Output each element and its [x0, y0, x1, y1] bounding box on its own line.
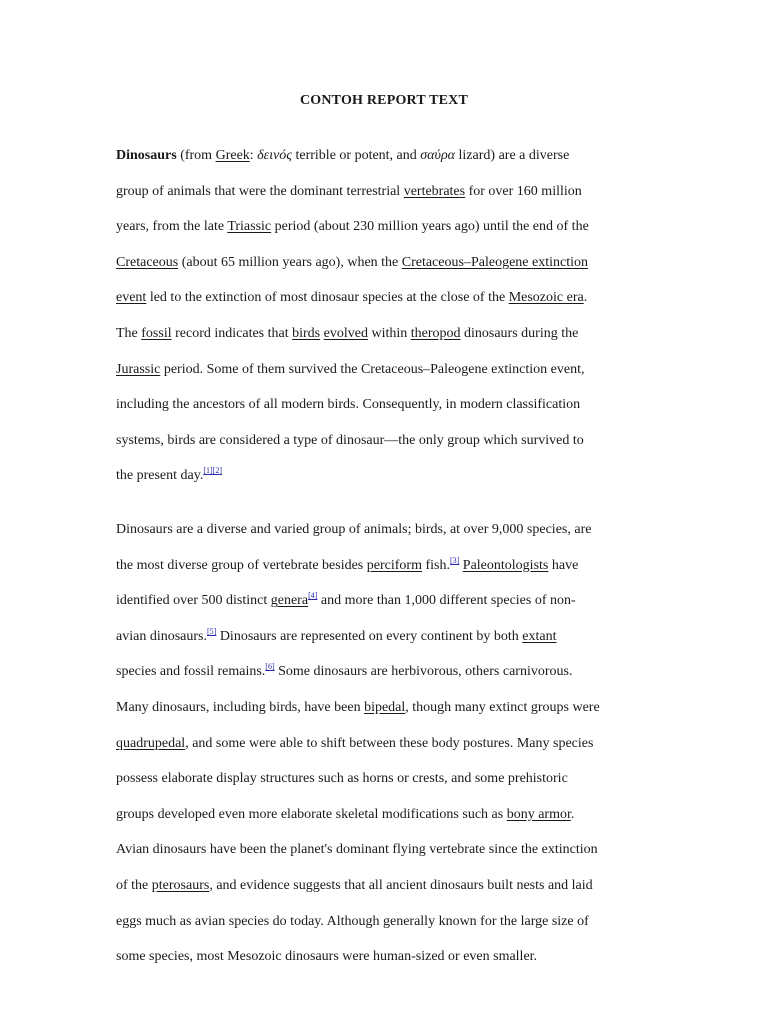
text-segment: . [570, 806, 575, 822]
p1-line-7 [116, 352, 656, 388]
text-segment: lizard) are a diverse [455, 148, 570, 163]
p2-line-2 [116, 548, 656, 584]
link-bony-armor[interactable]: bony armor [506, 806, 571, 822]
text-segment: groups developed even more elaborate skeletal modifications such as [116, 806, 507, 822]
text-segment: , though many extinct groups were [405, 699, 600, 715]
p2-line-7 [116, 726, 656, 762]
text-segment: and more than 1,000 different species of non- [317, 593, 576, 609]
text-segment: the present day. [116, 468, 204, 484]
p1-line-3 [116, 209, 656, 245]
text-segment: , and evidence suggests that all ancient dinosaurs built nests and laid [209, 877, 593, 893]
p1-line-8: including the ancestors of all modern birds. Consequently, in modern classification [116, 397, 581, 413]
citation-3[interactable]: [3] [449, 555, 460, 565]
link-kpg-extinction[interactable]: Cretaceous–Paleogene extinction [401, 254, 588, 270]
link-cretaceous[interactable]: Cretaceous [116, 254, 179, 270]
link-perciform[interactable]: perciform [366, 557, 422, 573]
link-pterosaurs[interactable]: pterosaurs [151, 877, 210, 893]
document-title: CONTOH REPORT TEXT [299, 93, 469, 108]
link-evolved[interactable]: evolved [323, 325, 368, 341]
p1-line-2 [116, 174, 656, 210]
p2-line-13: some species, most Mesozoic dinosaurs were human-sized or even smaller. [116, 949, 538, 965]
p1-line-5 [116, 280, 656, 316]
text-segment: for over 160 million [465, 183, 582, 199]
p2-line-6 [116, 690, 656, 726]
citation-1[interactable]: [1] [203, 466, 213, 476]
text-segment: record indicates that [171, 325, 293, 341]
text-segment: group of animals that were the dominant terrestrial [116, 183, 404, 199]
text-segment: have [548, 557, 579, 573]
citation-2[interactable]: [2] [212, 466, 222, 476]
text-segment: Some dinosaurs are herbivorous, others carnivorous. [274, 664, 573, 680]
link-theropod[interactable]: theropod [410, 325, 461, 341]
term-dinosaurs: Dinosaurs [116, 148, 177, 163]
text-segment: fish. [421, 557, 450, 573]
text-segment: within [367, 325, 411, 341]
text-segment: species and fossil remains. [116, 664, 266, 680]
link-quadrupedal[interactable]: quadrupedal [116, 735, 186, 751]
link-vertebrates[interactable]: vertebrates [403, 183, 466, 199]
paragraph-2 [116, 512, 656, 975]
p2-line-4 [116, 619, 656, 655]
link-extant[interactable]: extant [522, 628, 557, 644]
p1-line-6 [116, 316, 656, 352]
p1-line-10 [116, 458, 656, 494]
citation-5[interactable]: [5] [206, 626, 217, 636]
p2-line-9 [116, 797, 656, 833]
text-segment: : [249, 148, 258, 163]
greek-deinos: δεινός [257, 148, 292, 163]
text-segment: years, from the late [116, 219, 228, 235]
p2-line-11 [116, 868, 656, 904]
text-segment: period (about 230 million years ago) until the end of the [271, 219, 589, 235]
text-segment: The [116, 325, 142, 341]
citation-6[interactable]: [6] [265, 662, 275, 672]
paragraph-1 [116, 138, 656, 494]
link-bipedal[interactable]: bipedal [364, 699, 406, 715]
text-segment: terrible or potent, and [291, 148, 421, 163]
p1-line-9: systems, birds are considered a type of dinosaur—the only group which survived to [116, 432, 584, 448]
p2-line-12: eggs much as avian species do today. Although generally known for the large size of [116, 913, 589, 929]
text-segment: (from [176, 148, 216, 163]
text-segment: Dinosaurs are represented on every continent by both [216, 628, 523, 644]
text-segment: Many dinosaurs, including birds, have been [116, 699, 365, 715]
link-mesozoic-era[interactable]: Mesozoic era [508, 290, 584, 306]
text-segment: . [583, 290, 588, 306]
p2-line-10: Avian dinosaurs have been the planet's dominant flying vertebrate since the extinction [116, 842, 598, 858]
p2-line-1: Dinosaurs are a diverse and varied group of animals; birds, at over 9,000 species, are [116, 522, 592, 537]
text-segment: (about 65 million years ago), when the [178, 254, 402, 270]
link-fossil[interactable]: fossil [141, 325, 172, 341]
p1-line-1 [116, 138, 656, 174]
p2-line-3 [116, 583, 656, 619]
link-paleontologists[interactable]: Paleontologists [462, 557, 549, 573]
p2-line-5 [116, 654, 656, 690]
text-segment: the most diverse group of vertebrate besides [116, 557, 367, 573]
p2-line-8: possess elaborate display structures such as horns or crests, and some prehistoric [116, 771, 568, 787]
link-kpg-extinction-cont[interactable]: event [116, 290, 147, 306]
text-segment: of the [116, 877, 152, 893]
link-triassic[interactable]: Triassic [227, 219, 272, 235]
p1-line-4 [116, 245, 656, 281]
link-genera[interactable]: genera [270, 593, 309, 609]
text-segment: dinosaurs during the [460, 325, 579, 341]
text-segment: avian dinosaurs. [116, 628, 207, 644]
link-birds[interactable]: birds [292, 325, 321, 341]
text-segment: identified over 500 distinct [116, 593, 271, 609]
link-jurassic[interactable]: Jurassic [116, 361, 161, 377]
text-segment: led to the extinction of most dinosaur species at the close of the [146, 290, 509, 306]
link-greek[interactable]: Greek [215, 148, 250, 163]
greek-saura: σαύρα [420, 148, 456, 163]
citation-4[interactable]: [4] [308, 591, 318, 601]
text-segment: , and some were able to shift between these body postures. Many species [185, 735, 594, 751]
text-segment: period. Some of them survived the Cretaceous–Paleogene extinction event, [160, 361, 585, 377]
